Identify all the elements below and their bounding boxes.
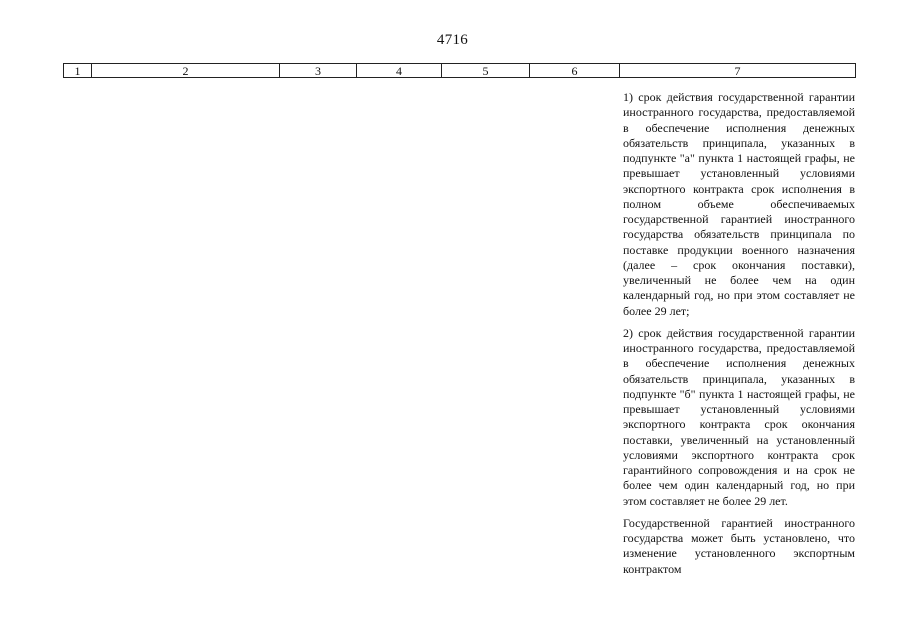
- paragraph-item-2: 2) срок действия государственной гарантии иностранного государства, предоставляемой в обеспечение исполнения денежных обязательств принципала, указанных в подпункте "б" пункта 1 настоящей графы, не превышает установленный условиями экспортного контракта срок окончания поставки, увеличенный на установленный условиями экспортного контракта срок гарантийного сопровождения и на срок не более чем один календарный год, но при этом составляет не более 29 лет.: [623, 325, 855, 508]
- column-header-6: 6: [530, 64, 620, 78]
- column-7-text: [623, 90, 855, 584]
- paragraph-continuation: Государственной гарантией иностранного государства может быть установлено, что изменение установленного экспортным контрактом: [623, 515, 855, 576]
- column-header-1: 1: [64, 64, 92, 78]
- column-header-2: 2: [92, 64, 280, 78]
- page-number: 4716: [436, 32, 469, 48]
- column-header-5: 5: [442, 64, 530, 78]
- column-header-7: 7: [620, 64, 856, 78]
- column-header-3: 3: [280, 64, 357, 78]
- table-header-row: [63, 63, 856, 78]
- column-header-4: 4: [357, 64, 442, 78]
- paragraph-item-1: 1) срок действия государственной гарантии иностранного государства, предоставляемой в обеспечение исполнения денежных обязательств принципала, указанных в подпункте "а" пункта 1 настоящей графы, не превышает установленный условиями экспортного контракта срок исполнения в полном объеме обеспечиваемых государственной гарантией иностранного государства обязательств принципала по поставке продукции военного назначения (далее – срок окончания поставки), увеличенный не более чем на один календарный год, но при этом составляет не более 29 лет;: [623, 90, 855, 318]
